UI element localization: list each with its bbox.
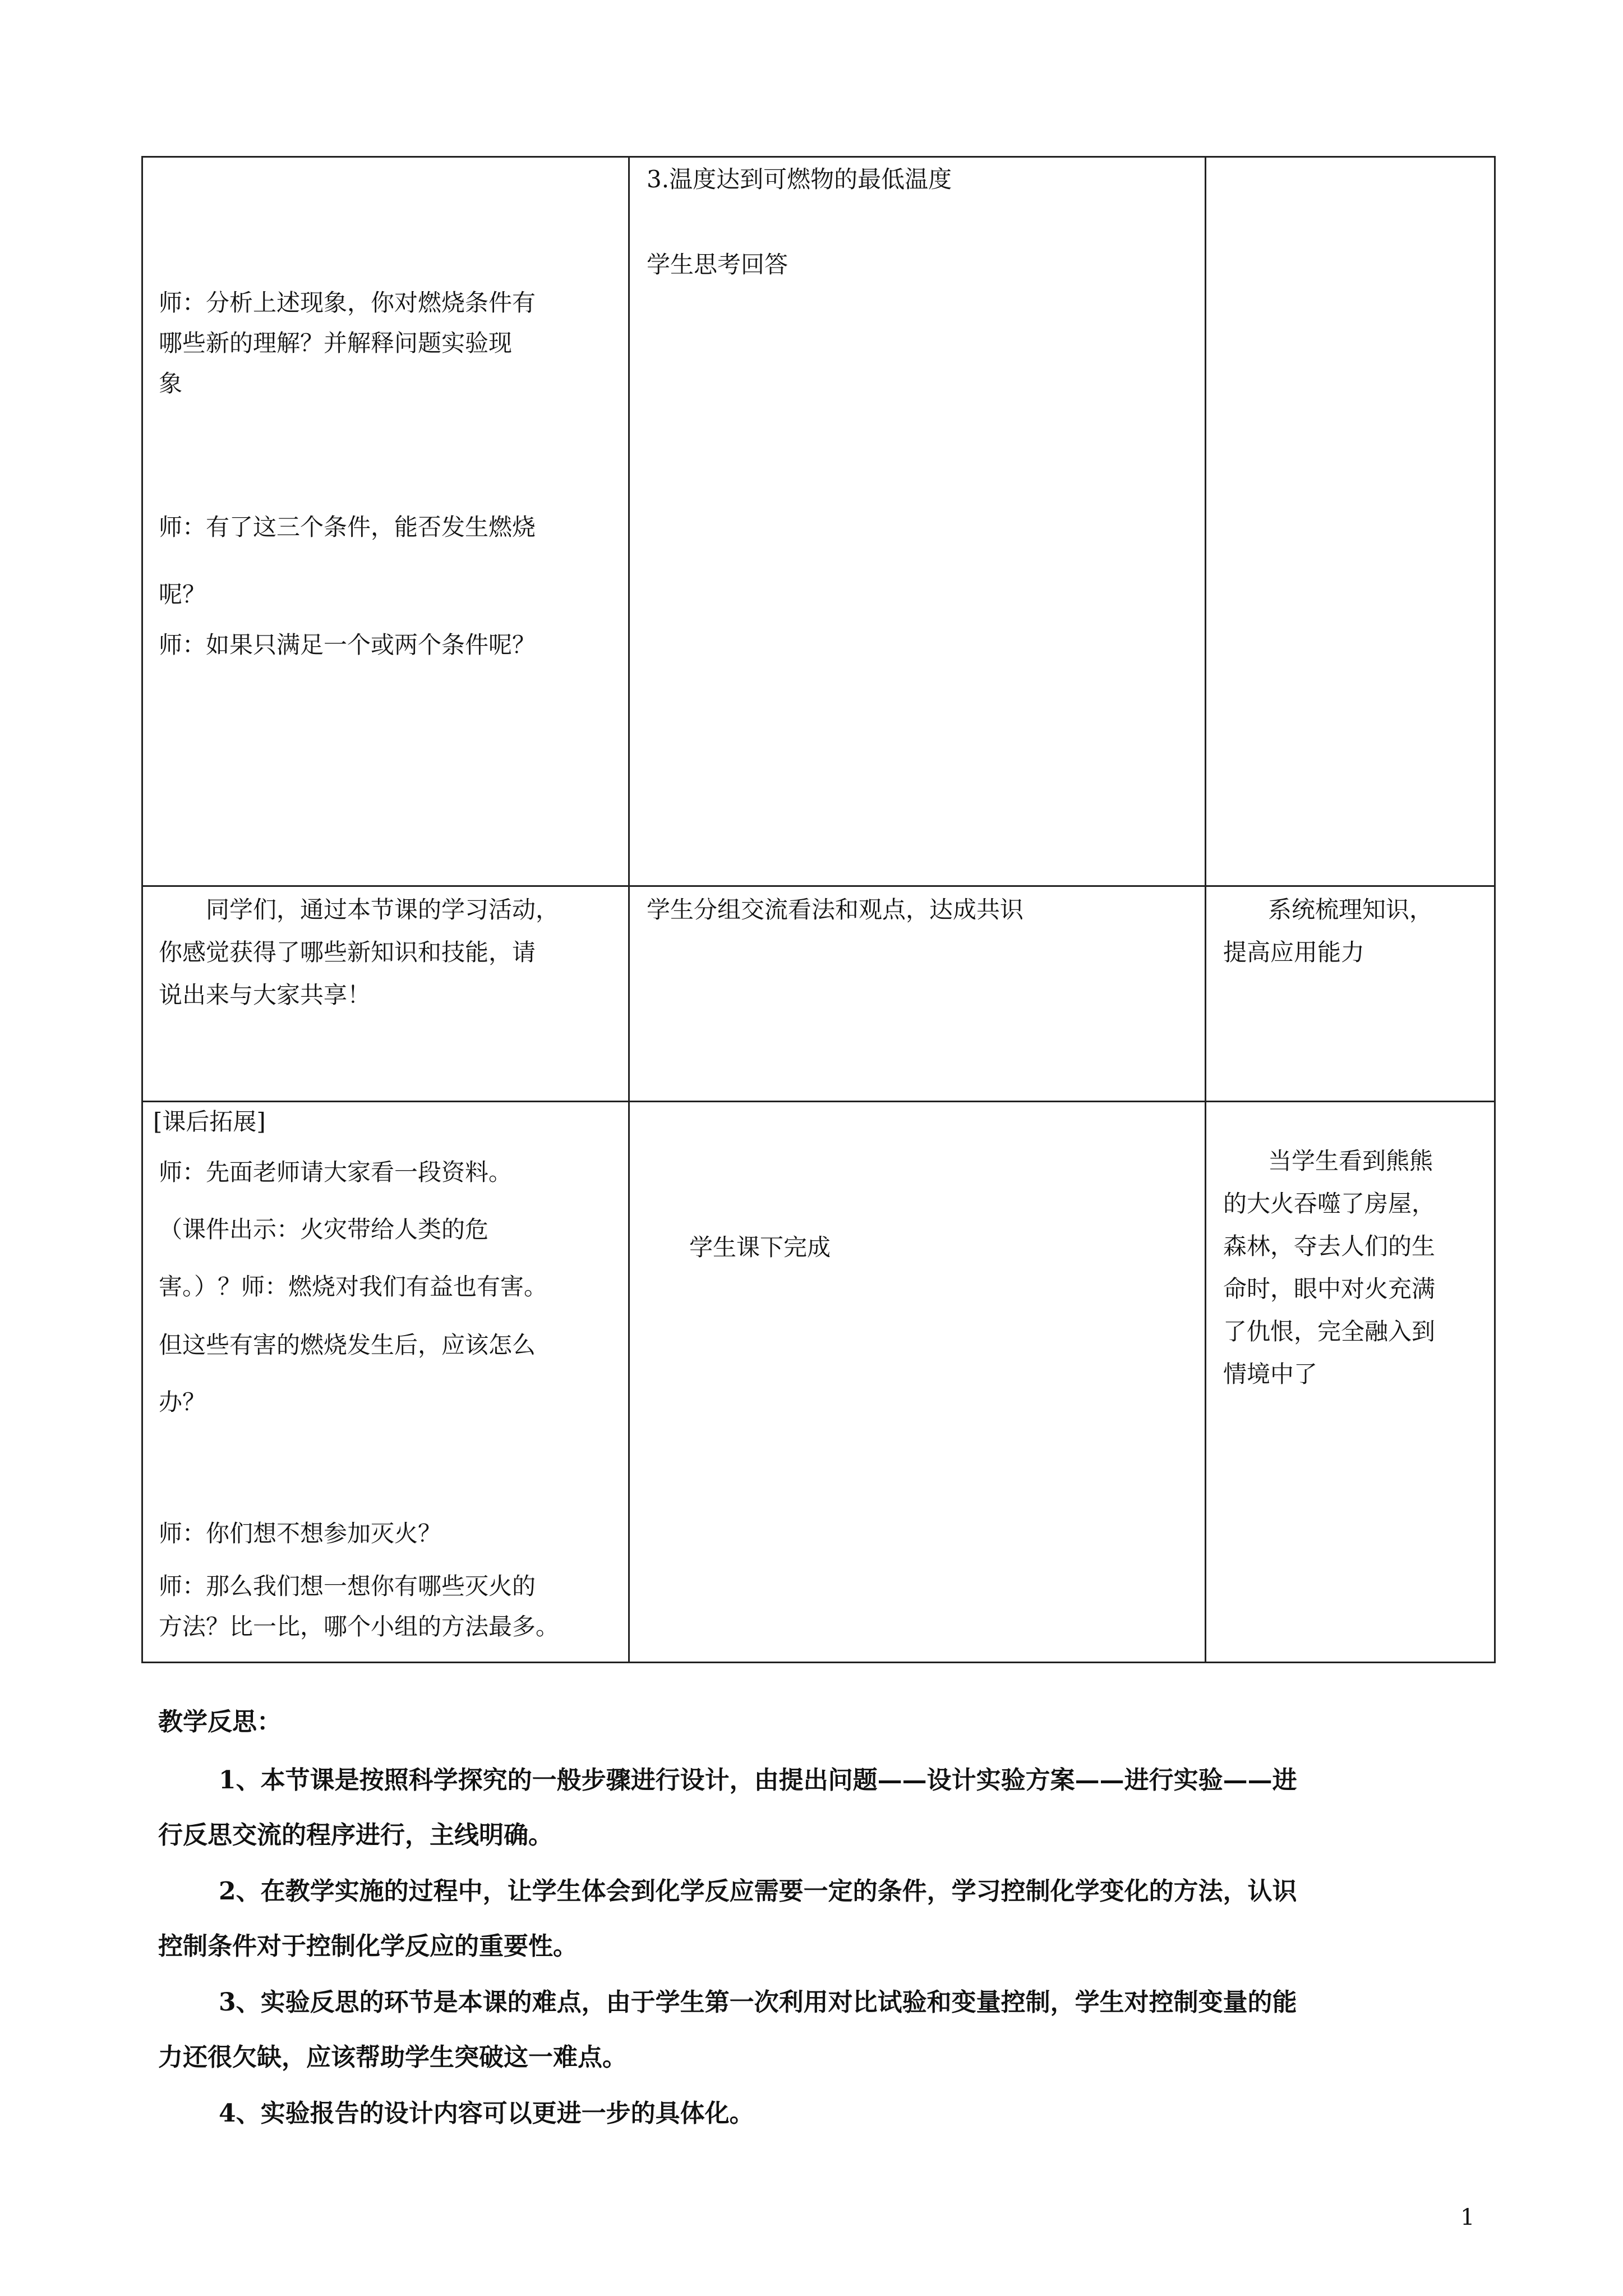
design-intent-cell (1206, 157, 1495, 886)
reflection-line: 2、在教学实施的过程中，让学生体会到化学反应需要一定的条件，学习控制化学变化的方法，认识 (219, 1877, 1297, 1906)
cell-text: 说出来与大家共享！ (159, 981, 371, 1009)
table-row (142, 157, 1495, 886)
design-intent-cell (1206, 886, 1495, 1102)
cell-text: 系统梳理知识， (1268, 896, 1433, 923)
cell-text: 但这些有害的燃烧发生后，应该怎么 (159, 1331, 536, 1359)
cell-text: 师：先面老师请大家看一段资料。 (159, 1158, 513, 1186)
cell-text: （课件出示：火灾带给人类的危 (159, 1216, 489, 1243)
cell-text: 学生思考回答 (647, 251, 789, 278)
cell-text: 的大火吞噬了房屋， (1223, 1190, 1436, 1217)
table-row (142, 1102, 1495, 1663)
lesson-table (141, 156, 1496, 1663)
student-activity-cell (629, 157, 1206, 886)
page-number: 1 (1460, 2205, 1475, 2230)
cell-text: 学生分组交流看法和观点，达成共识 (647, 896, 1024, 923)
cell-text: [课后拓展] (153, 1108, 266, 1135)
teacher-activity-cell (142, 1102, 629, 1663)
cell-text: 办？ (159, 1388, 206, 1416)
reflection-line: 力还很欠缺，应该帮助学生突破这一难点。 (158, 2043, 627, 2072)
cell-text: 师：有了这三个条件，能否发生燃烧 (159, 513, 536, 541)
reflection-line: 控制条件对于控制化学反应的重要性。 (158, 1932, 578, 1961)
cell-text: 情境中了 (1223, 1360, 1318, 1388)
cell-text: 师：如果只满足一个或两个条件呢？ (159, 631, 536, 659)
cell-text: 当学生看到熊熊 (1268, 1147, 1433, 1175)
reflection-line: 行反思交流的程序进行，主线明确。 (158, 1821, 553, 1849)
student-activity-cell (629, 1102, 1206, 1663)
cell-text: 你感觉获得了哪些新知识和技能，请 (159, 938, 536, 966)
cell-text: 学生课下完成 (689, 1234, 831, 1261)
teacher-activity-cell (142, 886, 629, 1102)
cell-text: 师：那么我们想一想你有哪些灭火的 (159, 1572, 536, 1600)
cell-text: 提高应用能力 (1223, 938, 1365, 966)
cell-text: 了仇恨，完全融入到 (1223, 1318, 1436, 1345)
cell-text: 哪些新的理解？并解释问题实验现 (159, 329, 513, 357)
table-row (142, 886, 1495, 1102)
reflection-line: 1、本节课是按照科学探究的一般步骤进行设计，由提出问题——设计实验方案——进行实验——进 (219, 1766, 1297, 1795)
cell-text: 害。）？师：燃烧对我们有益也有害。 (159, 1273, 548, 1300)
design-intent-cell (1206, 1102, 1495, 1663)
cell-text: 命时，眼中对火充满 (1223, 1275, 1436, 1303)
cell-text: 象 (159, 370, 183, 397)
teacher-activity-cell (142, 157, 629, 886)
reflection-line: 3、实验反思的环节是本课的难点，由于学生第一次利用对比试验和变量控制，学生对控制变量的能 (219, 1988, 1297, 2017)
cell-text: 森林，夺去人们的生 (1223, 1232, 1436, 1260)
student-activity-cell (629, 886, 1206, 1102)
cell-text: 同学们，通过本节课的学习活动， (206, 896, 560, 923)
reflection-title: 教学反思： (158, 1708, 282, 1736)
cell-text: 方法？比一比，哪个小组的方法最多。 (159, 1613, 560, 1640)
cell-text: 呢？ (159, 581, 206, 608)
cell-text: 师：你们想不想参加灭火？ (159, 1520, 442, 1547)
cell-text: 3.温度达到可燃物的最低温度 (647, 165, 952, 193)
reflection-line: 4、实验报告的设计内容可以更进一步的具体化。 (219, 2099, 754, 2128)
cell-text: 师：分析上述现象，你对燃烧条件有 (159, 289, 536, 316)
